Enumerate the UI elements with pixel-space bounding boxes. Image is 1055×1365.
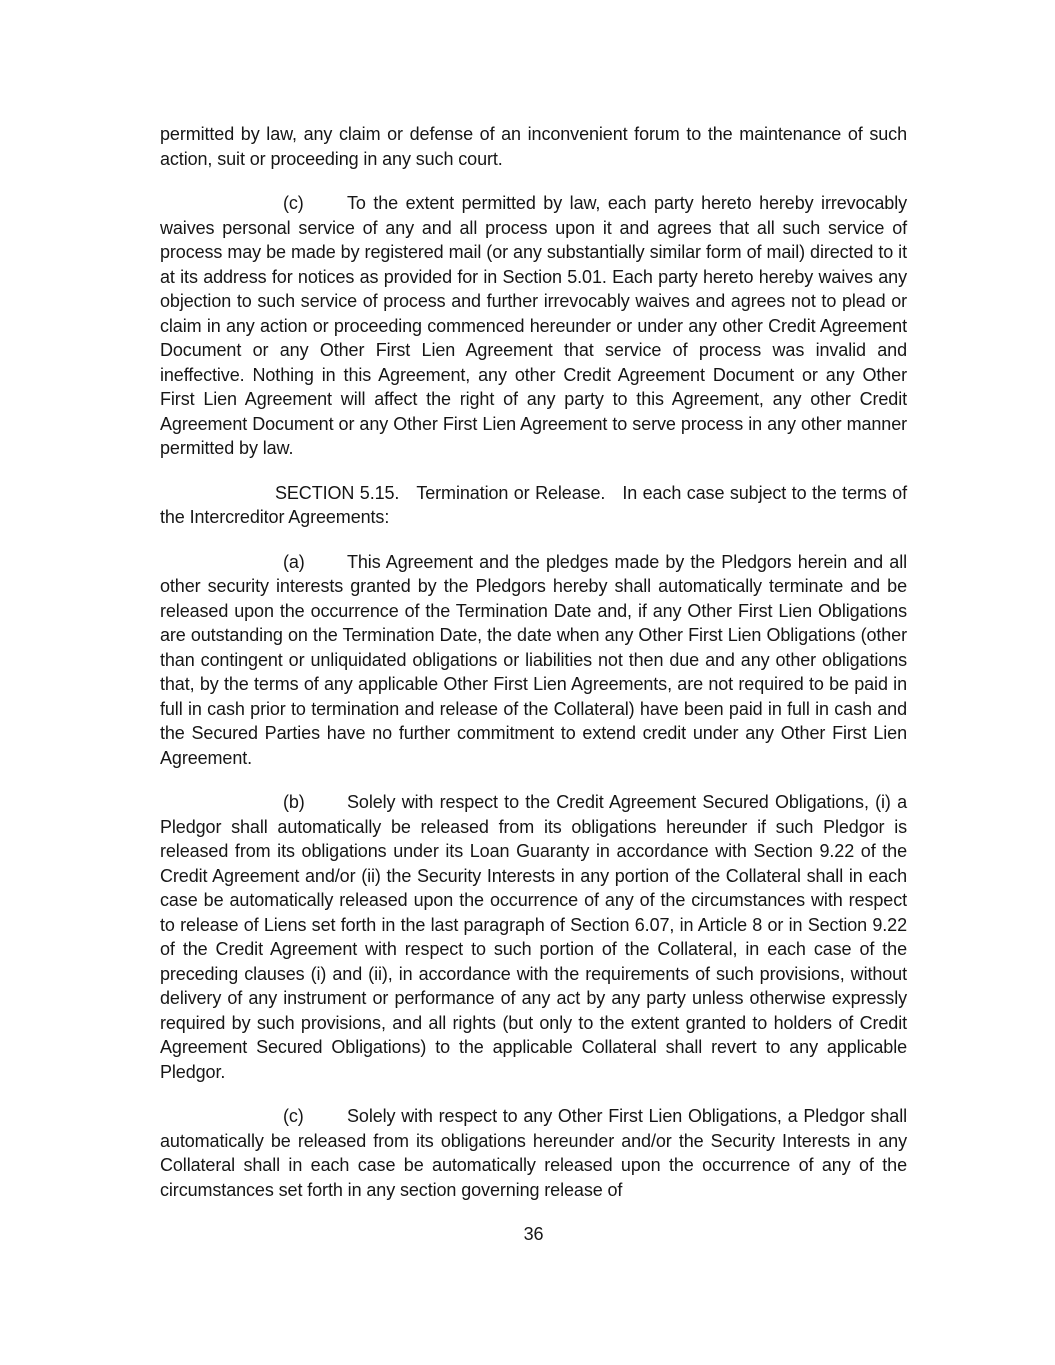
- clause-b-release-text: Solely with respect to the Credit Agreement Secured Obligations, (i) a Pledgor shall automatically be released from its obligations hereunder if such Pledgor is released from its obligations under its Loan Guaranty in accordance with Section 9.22 of the Credit Agreement and/or (ii) the Security Interests in any portion of the Collateral shall in each case be automatically released upon the occurrence of any of the circumstances with respect to release of Liens set forth in the last paragraph of Section 6.07, in Article 8 or in Section 9.22 of the Credit Agreement with respect to such portion of the Collateral, in each case of the preceding clauses (i) and (ii), in accordance with the requirements of such provisions, without delivery of any instrument or performance of any act by any party unless otherwise expressly required by such provisions, and all rights (but only to the extent granted to holders of Credit Agreement Secured Obligations) to the applicable Collateral shall revert to any applicable Pledgor.: [160, 792, 907, 1082]
- paragraph-clause-b-credit-agreement-release: [160, 790, 907, 1084]
- section-heading-rest: In each case subject to the terms of the Intercreditor Agreements:: [160, 482, 907, 527]
- section-title: Termination or Release.: [416, 482, 606, 503]
- paragraph-clause-c-other-first-lien-release: [160, 1104, 907, 1202]
- section-5-15-heading: [160, 481, 907, 530]
- clause-label-c2: (c): [283, 1106, 304, 1126]
- paragraph-clause-a-termination: [160, 550, 907, 771]
- section-number: SECTION 5.15.: [275, 482, 400, 503]
- paragraph-clause-c-service-of-process: [160, 191, 907, 461]
- clause-a-termination-text: This Agreement and the pledges made by the Pledgors herein and all other security interests granted by the Pledgors hereby shall automatically terminate and be released upon the occurrence of the Termination Date and, if any Other First Lien Obligations are outstanding on the Termination Date, the date when any Other First Lien Obligations (other than contingent or unliquidated obligations or liabilities not then due and any other obligations that, by the terms of any applicable Other First Lien Agreements, are not required to be paid in full in cash prior to termination and release of the Collateral) have been paid in full in cash and the Secured Parties have no further commitment to extend credit under any Other First Lien Agreement.: [160, 551, 907, 768]
- clause-c-service-text: To the extent permitted by law, each party hereto hereby irrevocably waives personal service of any and all process upon it and agrees that all such service of process may be made by registered mail (or any substantially similar form of mail) directed to it at its address for notices as provided for in Section 5.01. Each party hereto hereby waives any objection to such service of process and further irrevocably waives and agrees not to plead or claim in any action or proceeding commenced hereunder or under any other Credit Agreement Document or any Other First Lien Agreement that service of process was invalid and ineffective. Nothing in this Agreement, any other Credit Agreement Document or any Other First Lien Agreement will affect the right of any party to this Agreement, any other Credit Agreement Document or any Other First Lien Agreement to serve process in any other manner permitted by law.: [160, 193, 907, 458]
- clause-label-a: (a): [283, 551, 305, 572]
- paragraph-forum-waiver-continuation: permitted by law, any claim or defense of an inconvenient forum to the maintenance of such action, suit or proceeding in any such court.: [160, 124, 907, 169]
- clause-label-b: (b): [283, 792, 305, 812]
- clause-label-c: (c): [283, 193, 304, 213]
- clause-c-other-first-lien-text: Solely with respect to any Other First Lien Obligations, a Pledgor shall automatically be released from its obligations hereunder and/or the Security Interests in any Collateral shall in each case be automatically released upon the occurrence of any of the circumstances set forth in any section governing release of: [160, 1106, 907, 1200]
- page-number: 36: [523, 1224, 544, 1244]
